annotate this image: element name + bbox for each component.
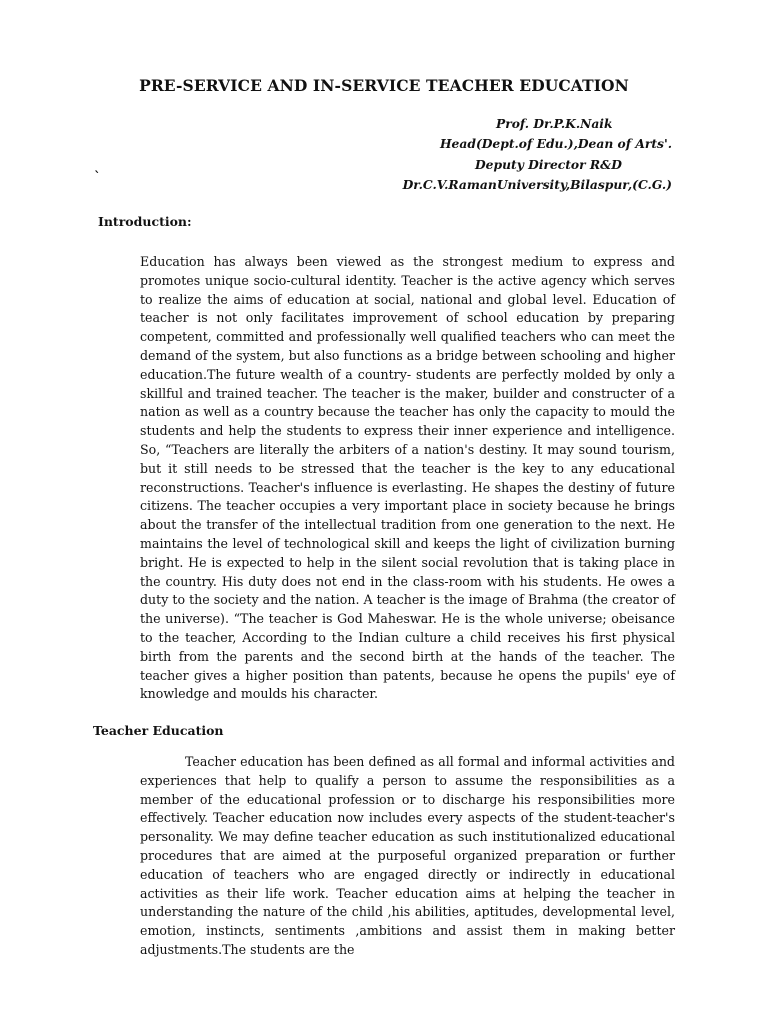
- document-title: PRE-SERVICE AND IN-SERVICE TEACHER EDUCATION: [139, 76, 629, 95]
- stray-backtick-mark: `: [94, 170, 101, 185]
- author-name: Prof. Dr.P.K.Naik: [496, 116, 613, 131]
- section-paragraph-teacher-education: Teacher education has been defined as all formal and informal activities and experiences that help to qualify a person to assume the responsibilities as a member of the educational profession or to discharge his responsibilities more effectively. Teacher education now includes every aspects of the student-teacher's personality. We may define teacher education as such institutionalized educational procedures that are aimed at the purposeful organized preparation or further education of teachers who are engaged directly or indirectly in educational activities as their life work. Teacher education aims at helping the teacher in understanding the nature of the child ,his abilities, aptitudes, developmental level, emotion, instincts, sentiments ,ambitions and assist them in making better adjustments.The students are the: [140, 754, 675, 957]
- section-heading-teacher-education: Teacher Education: [93, 723, 224, 738]
- author-position: Head(Dept.of Edu.),Dean of Arts'.: [439, 136, 672, 152]
- author-role: Deputy Director R&D: [475, 156, 622, 172]
- section-heading-introduction: Introduction:: [98, 214, 192, 229]
- author-block: [380, 114, 672, 196]
- author-institution: Dr.C.V.RamanUniversity,Bilaspur,(C.G.): [402, 177, 672, 193]
- section-paragraph-introduction: Education has always been viewed as the strongest medium to express and promotes unique socio-cultural identity. Teacher is the active agency which serves to realize the aims of education at social, national and global level. Education of teacher is not only facilitates improvement of school education by preparing competent, committed and professionally well qualified teachers who can meet the demand of the system, but also functions as a bridge between schooling and higher education.The future wealth of a country- students are perfectly molded by only a skillful and trained teacher. The teacher is the maker, builder and constructer of a nation as well as a country because the teacher has only the capacity to mould the students and help the students to express their inner experience and intelligence. So, “Teachers are literally the arbiters of a nation's destiny. It may sound tourism, but it still needs to be stressed that the teacher is the key to any educational reconstructions. Teacher's influence is everlasting. He shapes the destiny of future citizens. The teacher occupies a very important place in society because he brings about the transfer of the intellectual tradition from one generation to the next. He maintains the level of technological skill and keeps the light of civilization burning bright. He is expected to help in the silent social revolution that is taking place in the country. His duty does not end in the class-room with his students. He owes a duty to the society and the nation. A teacher is the image of Brahma (the creator of the universe). “The teacher is God Maheswar. He is the whole universe; obeisance to the teacher, According to the Indian culture a child receives his first physical birth from the parents and the second birth at the hands of the teacher. The teacher gives a higher position than patents, because he opens the pupils' eye of knowledge and moulds his character.: [140, 254, 675, 702]
